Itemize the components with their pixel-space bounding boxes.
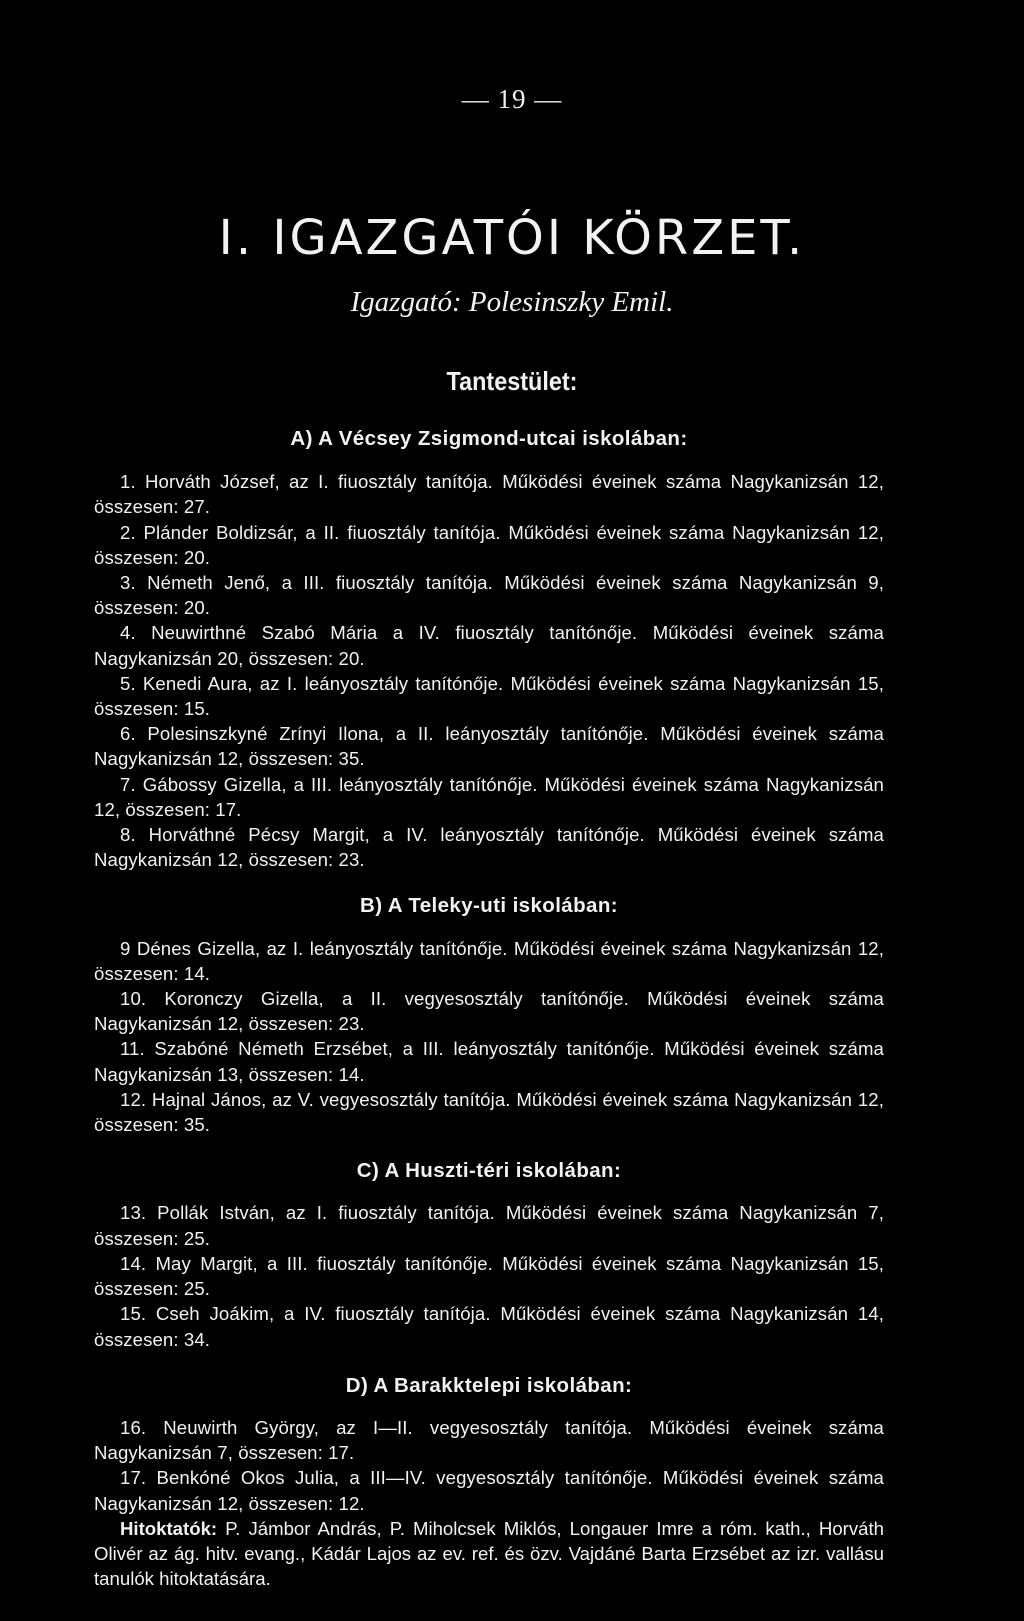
staff-entry: 3. Németh Jenő, a III. fiuosztály tanítója. Működési éveinek száma Nagykanizsán 9, összesen: 20.: [94, 572, 884, 619]
staff-entry: 13. Pollák István, az I. fiuosztály tanítója. Működési éveinek száma Nagykanizsán 7, összesen: 25.: [94, 1202, 884, 1249]
staff-entry: 9 Dénes Gizella, az I. leányosztály tanítónője. Működési éveinek száma Nagykanizsán 12, összesen: 14.: [94, 937, 884, 984]
staff-entry: 4. Neuwirthné Szabó Mária a IV. fiuosztály tanítónője. Működési éveinek száma Nagykanizsán 20, összesen: 20.: [94, 622, 884, 669]
staff-entry: 12. Hajnal János, az V. vegyesosztály tanítója. Működési éveinek száma Nagykanizsán 12, összesen: 35.: [94, 1088, 884, 1136]
religion-text: P. Jámbor András, P. Miholcsek Miklós, Longauer Imre a róm. kath., Horváth Olivér az ág. hitv. evang., Kádár Lajos az ev. ref. és özv. Vajdáné Barta Erzsébet az izr. vallásu tanulók hitoktatására.: [94, 1517, 884, 1590]
staff-entry: 17. Benkóné Okos Julia, a III—IV. vegyesosztály tanítónője. Működési éveinek száma Nagykanizsán 12, összesen: 12.: [94, 1467, 884, 1514]
staff-entry: 8. Horváthné Pécsy Margit, a IV. leányosztály tanítónője. Működési éveinek száma Nagykanizsán 12, összesen: 23.: [94, 824, 884, 871]
staff-list: [94, 426, 884, 1591]
staff-entry: 6. Polesinszkyné Zrínyi Ilona, a II. leányosztály tanítónője. Működési éveinek száma Nagykanizsán 12, összesen: 35.: [94, 723, 884, 770]
section-heading-a: A) A Vécsey Zsigmond-utcai iskolában:: [290, 427, 688, 450]
religion-teachers: [94, 1516, 884, 1592]
staff-entry: 5. Kenedi Aura, az I. leányosztály tanítónője. Működési éveinek száma Nagykanizsán 15, összesen: 15.: [94, 672, 884, 720]
staff-entry: 2. Plánder Boldizsár, a II. fiuosztály tanítója. Működési éveinek száma Nagykanizsán 12, összesen: 20.: [94, 521, 884, 568]
page-number: — 19 —: [461, 84, 563, 114]
staff-entry: 1. Horváth József, az I. fiuosztály tanítója. Működési éveinek száma Nagykanizsán 12, összesen: 27.: [94, 471, 884, 518]
district-title: I. IGAZGATÓI KÖRZET.: [218, 210, 806, 266]
section-heading-d: D) A Barakktelepi iskolában:: [345, 1373, 633, 1397]
staff-entry: 16. Neuwirth György, az I—II. vegyesosztály tanítója. Működési éveinek száma Nagykanizsán 7, összesen: 17.: [94, 1416, 884, 1464]
staff-heading: Tantestület:: [446, 366, 578, 396]
staff-entry: 7. Gábossy Gizella, a III. leányosztály tanítónője. Működési éveinek száma Nagykanizsán 12, összesen: 17.: [94, 773, 884, 820]
staff-entry: 11. Szabóné Németh Erzsébet, a III. leányosztály tanítónője. Működési éveinek száma Nagykanizsán 13, összesen: 14.: [94, 1038, 884, 1085]
staff-entry: 14. May Margit, a III. fiuosztály tanítónője. Működési éveinek száma Nagykanizsán 15, összesen: 25.: [94, 1252, 884, 1300]
section-heading-b: B) A Teleky-uti iskolában:: [360, 894, 618, 918]
staff-entry: 10. Koronczy Gizella, a II. vegyesosztály tanítónője. Működési éveinek száma Nagykanizsán 12, összesen: 23.: [94, 988, 884, 1035]
section-heading-c: C) A Huszti-téri iskolában:: [356, 1159, 622, 1183]
religion-label: Hitoktatók:: [120, 1517, 218, 1539]
staff-entry: 15. Cseh Joákim, a IV. fiuosztály tanítója. Működési éveinek száma Nagykanizsán 14, összesen: 34.: [94, 1303, 884, 1350]
director-line: Igazgató: Polesinszky Emil.: [350, 286, 674, 318]
